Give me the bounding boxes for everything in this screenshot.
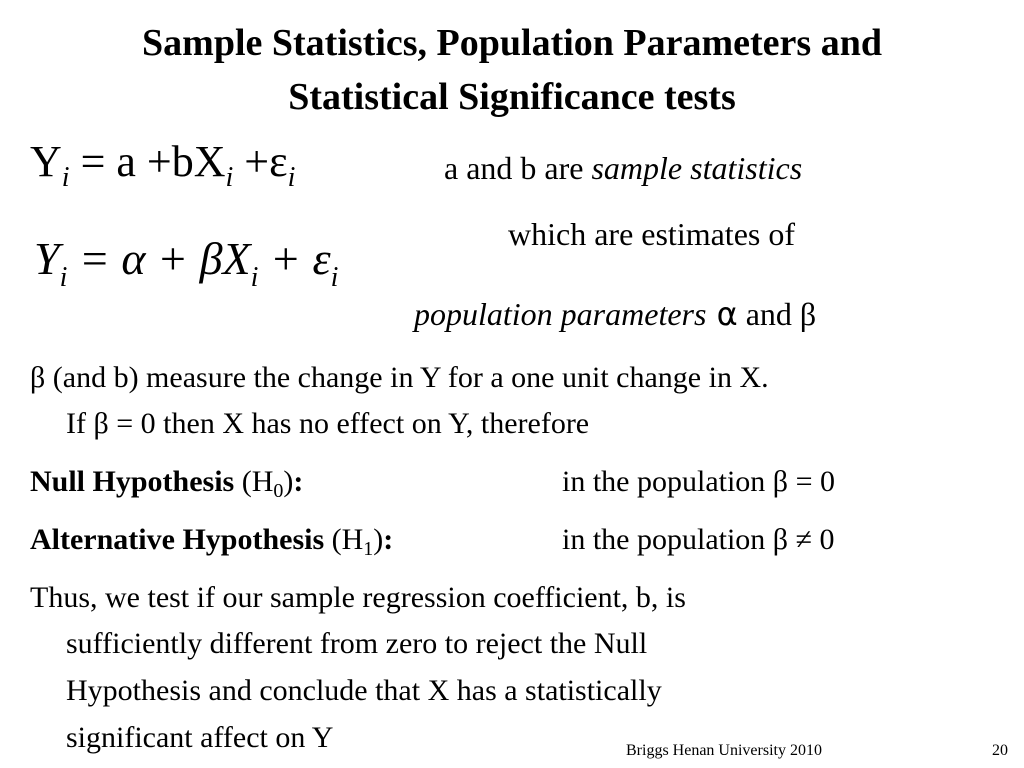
conclusion-line-3: Hypothesis and conclude that X has a statistically [66, 674, 662, 707]
slide-title-line-1: Sample Statistics, Population Parameters and [142, 22, 882, 64]
eq-rhs: = a +bX [69, 137, 226, 186]
note-line1-italic: sample statistics [591, 150, 803, 186]
footer-credit: Briggs Henan University 2010 [626, 742, 822, 759]
note-alpha: α [706, 295, 738, 333]
note-line1-text: a and b are [444, 150, 592, 186]
alternative-hypothesis-statement: in the population β ≠ 0 [562, 523, 835, 556]
note-line3-italic: population parameters [414, 296, 707, 332]
conclusion-line-4: significant affect on Y [66, 721, 334, 754]
null-colon: : [293, 465, 304, 498]
eq-x-subscript: i [225, 162, 234, 193]
conclusion-line-1: Thus, we test if our sample regression coefficient, b, is [30, 581, 686, 614]
slide-number: 20 [992, 742, 1008, 759]
alternative-hypothesis-label [30, 518, 393, 571]
null-hypothesis-term: Null Hypothesis [30, 465, 235, 498]
peq-error: + ε [258, 233, 331, 284]
slide-title-line-2: Statistical Significance tests [288, 76, 736, 118]
note-population-parameters [414, 292, 816, 336]
beta-explanation-line-1: β (and b) measure the change in Y for a one unit change in X. [30, 361, 769, 394]
eq-error-subscript: i [287, 162, 296, 193]
peq-error-subscript: i [330, 262, 339, 293]
null-hypothesis-label [30, 460, 303, 513]
note-and-beta: and β [737, 296, 817, 332]
peq-y: Y [34, 233, 60, 284]
beta-explanation-line-2: If β = 0 then X has no effect on Y, therefore [66, 407, 590, 440]
eq-error: +ε [233, 137, 288, 186]
alt-h-close: ) [373, 523, 384, 556]
sample-regression-equation [30, 136, 295, 194]
null-h-close: ) [283, 465, 294, 498]
alt-h-subscript: 1 [363, 538, 374, 560]
alt-hypothesis-term: Alternative Hypothesis [30, 523, 325, 556]
peq-x-subscript: i [250, 262, 259, 293]
eq-y-subscript: i [61, 162, 70, 193]
conclusion-line-2: sufficiently different from zero to reject the Null [66, 627, 648, 660]
peq-rhs: = α + βX [67, 233, 251, 284]
alt-h: (H [324, 523, 364, 556]
peq-y-subscript: i [59, 262, 68, 293]
eq-y: Y [30, 137, 62, 186]
null-hypothesis-statement: in the population β = 0 [562, 465, 835, 498]
note-estimates-of: which are estimates of [508, 216, 795, 252]
population-regression-equation [34, 232, 338, 294]
null-h-subscript: 0 [273, 480, 284, 502]
null-h: (H [234, 465, 274, 498]
note-sample-statistics [444, 146, 802, 190]
alt-colon: : [383, 523, 394, 556]
